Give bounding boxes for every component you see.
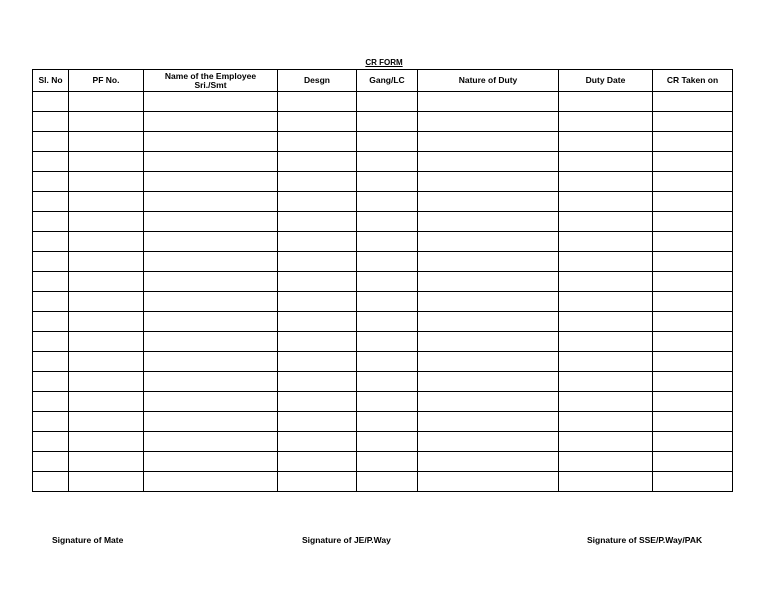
table-cell[interactable] [559, 332, 653, 352]
table-cell[interactable] [278, 192, 357, 212]
table-cell[interactable] [653, 472, 733, 492]
table-cell[interactable] [357, 392, 418, 412]
table-cell[interactable] [559, 392, 653, 412]
table-cell[interactable] [144, 432, 278, 452]
table-cell[interactable] [418, 112, 559, 132]
table-cell[interactable] [144, 272, 278, 292]
table-cell[interactable] [653, 412, 733, 432]
table-cell[interactable] [278, 472, 357, 492]
table-cell[interactable] [144, 292, 278, 312]
table-cell[interactable] [653, 212, 733, 232]
table-row [33, 272, 733, 292]
table-cell[interactable] [144, 472, 278, 492]
table-cell[interactable] [278, 252, 357, 272]
table-cell[interactable] [559, 92, 653, 112]
table-cell[interactable] [357, 432, 418, 452]
table-cell[interactable] [418, 252, 559, 272]
table-row [33, 472, 733, 492]
table-cell[interactable] [559, 172, 653, 192]
table-cell[interactable] [278, 212, 357, 232]
table-cell[interactable] [653, 392, 733, 412]
table-cell[interactable] [653, 192, 733, 212]
table-cell[interactable] [278, 172, 357, 192]
table-cell[interactable] [69, 392, 144, 412]
table-cell[interactable] [33, 232, 69, 252]
table-row [33, 392, 733, 412]
form-title: CR FORM [365, 58, 403, 67]
table-cell[interactable] [418, 152, 559, 172]
table-cell[interactable] [357, 292, 418, 312]
table-cell[interactable] [144, 112, 278, 132]
table-cell[interactable] [33, 192, 69, 212]
table-cell[interactable] [653, 92, 733, 112]
table-cell[interactable] [33, 112, 69, 132]
table-cell[interactable] [357, 412, 418, 432]
table-cell[interactable] [278, 392, 357, 412]
table-cell[interactable] [69, 432, 144, 452]
table-cell[interactable] [418, 92, 559, 112]
signature-mate: Signature of Mate [52, 535, 124, 545]
table-cell[interactable] [559, 292, 653, 312]
table-row [33, 292, 733, 312]
table-cell[interactable] [357, 272, 418, 292]
table-cell[interactable] [69, 312, 144, 332]
table-cell[interactable] [278, 152, 357, 172]
table-cell[interactable] [278, 92, 357, 112]
table-cell[interactable] [69, 152, 144, 172]
table-row [33, 372, 733, 392]
column-header-nature-of-duty: Nature of Duty [418, 70, 559, 92]
table-cell[interactable] [559, 472, 653, 492]
table-cell[interactable] [69, 352, 144, 372]
table-cell[interactable] [653, 432, 733, 452]
table-cell[interactable] [559, 112, 653, 132]
table-cell[interactable] [69, 112, 144, 132]
table-cell[interactable] [144, 92, 278, 112]
table-cell[interactable] [418, 292, 559, 312]
table-cell[interactable] [278, 272, 357, 292]
table-cell[interactable] [418, 472, 559, 492]
table-cell[interactable] [418, 392, 559, 412]
table-cell[interactable] [357, 312, 418, 332]
table-cell[interactable] [144, 332, 278, 352]
table-cell[interactable] [144, 252, 278, 272]
table-cell[interactable] [357, 112, 418, 132]
table-cell[interactable] [69, 292, 144, 312]
table-cell[interactable] [69, 272, 144, 292]
column-header-duty-date: Duty Date [559, 70, 653, 92]
table-cell[interactable] [33, 452, 69, 472]
table-cell[interactable] [69, 452, 144, 472]
table-cell[interactable] [357, 132, 418, 152]
table-cell[interactable] [559, 372, 653, 392]
table-cell[interactable] [653, 352, 733, 372]
table-cell[interactable] [559, 152, 653, 172]
table-cell[interactable] [653, 452, 733, 472]
table-cell[interactable] [69, 132, 144, 152]
table-cell[interactable] [418, 332, 559, 352]
signature-sse-pway-pak: Signature of SSE/P.Way/PAK [587, 535, 703, 545]
table-cell[interactable] [357, 212, 418, 232]
table-cell[interactable] [144, 212, 278, 232]
table-row [33, 172, 733, 192]
table-cell[interactable] [69, 232, 144, 252]
table-cell[interactable] [559, 412, 653, 432]
table-cell[interactable] [418, 172, 559, 192]
table-cell[interactable] [653, 232, 733, 252]
table-cell[interactable] [69, 372, 144, 392]
table-cell[interactable] [357, 472, 418, 492]
table-cell[interactable] [418, 412, 559, 432]
table-row [33, 192, 733, 212]
table-cell[interactable] [418, 232, 559, 252]
table-row [33, 132, 733, 152]
table-cell[interactable] [559, 452, 653, 472]
signature-je-pway: Signature of JE/P.Way [302, 535, 391, 545]
table-cell[interactable] [33, 132, 69, 152]
table-cell[interactable] [278, 432, 357, 452]
table-cell[interactable] [357, 192, 418, 212]
table-cell[interactable] [559, 432, 653, 452]
table-cell[interactable] [278, 132, 357, 152]
table-row [33, 212, 733, 232]
table-cell[interactable] [653, 292, 733, 312]
table-cell[interactable] [69, 412, 144, 432]
table-cell[interactable] [357, 92, 418, 112]
table-cell[interactable] [653, 252, 733, 272]
table-cell[interactable] [69, 92, 144, 112]
table-cell[interactable] [559, 312, 653, 332]
table-cell[interactable] [144, 192, 278, 212]
table-row [33, 252, 733, 272]
table-cell[interactable] [144, 392, 278, 412]
table-header-row [33, 70, 733, 92]
table-cell[interactable] [418, 352, 559, 372]
table-cell[interactable] [278, 312, 357, 332]
column-header-employee-name [144, 70, 278, 92]
table-cell[interactable] [33, 312, 69, 332]
table-cell[interactable] [559, 212, 653, 232]
table-cell[interactable] [69, 212, 144, 232]
table-row [33, 152, 733, 172]
table-cell[interactable] [653, 312, 733, 332]
table-cell[interactable] [69, 252, 144, 272]
table-cell[interactable] [69, 192, 144, 212]
table-cell[interactable] [559, 352, 653, 372]
cr-form-table [32, 69, 733, 492]
table-row [33, 412, 733, 432]
table-cell[interactable] [357, 152, 418, 172]
column-header-designation: Desgn [278, 70, 357, 92]
table-cell[interactable] [559, 252, 653, 272]
table-body [33, 92, 733, 492]
table-cell[interactable] [418, 452, 559, 472]
table-cell[interactable] [278, 292, 357, 312]
table-cell[interactable] [559, 132, 653, 152]
table-cell[interactable] [33, 472, 69, 492]
table-cell[interactable] [559, 232, 653, 252]
table-cell[interactable] [144, 232, 278, 252]
table-cell[interactable] [69, 472, 144, 492]
table-cell[interactable] [653, 132, 733, 152]
table-cell[interactable] [144, 312, 278, 332]
table-cell[interactable] [278, 452, 357, 472]
table-cell[interactable] [144, 352, 278, 372]
table-cell[interactable] [418, 192, 559, 212]
table-cell[interactable] [144, 172, 278, 192]
table-cell[interactable] [33, 252, 69, 272]
table-cell[interactable] [33, 152, 69, 172]
table-cell[interactable] [33, 352, 69, 372]
table-cell[interactable] [278, 412, 357, 432]
column-header-gang-lc: Gang/LC [357, 70, 418, 92]
table-cell[interactable] [33, 372, 69, 392]
table-cell[interactable] [418, 212, 559, 232]
column-header-sl-no: Sl. No [33, 70, 69, 92]
table-cell[interactable] [559, 192, 653, 212]
table-cell[interactable] [33, 92, 69, 112]
table-cell[interactable] [33, 332, 69, 352]
table-row [33, 112, 733, 132]
table-cell[interactable] [418, 312, 559, 332]
table-cell[interactable] [144, 152, 278, 172]
table-cell[interactable] [69, 172, 144, 192]
table-cell[interactable] [144, 452, 278, 472]
table-cell[interactable] [144, 412, 278, 432]
table-cell[interactable] [357, 452, 418, 472]
table-cell[interactable] [278, 352, 357, 372]
column-header-employee-name-text: Name of the Employee Sri./Smt [164, 70, 257, 90]
table-cell[interactable] [33, 272, 69, 292]
table-cell[interactable] [357, 332, 418, 352]
table-cell[interactable] [418, 272, 559, 292]
table-cell[interactable] [144, 132, 278, 152]
table-row [33, 312, 733, 332]
table-row [33, 432, 733, 452]
table-cell[interactable] [357, 232, 418, 252]
table-cell[interactable] [653, 272, 733, 292]
table-row [33, 232, 733, 252]
table-cell[interactable] [278, 332, 357, 352]
table-cell[interactable] [33, 432, 69, 452]
table-cell[interactable] [357, 372, 418, 392]
table-cell[interactable] [144, 372, 278, 392]
table-cell[interactable] [653, 112, 733, 132]
table-cell[interactable] [33, 412, 69, 432]
table-cell[interactable] [357, 172, 418, 192]
table-row [33, 452, 733, 472]
table-cell[interactable] [418, 432, 559, 452]
table-cell[interactable] [33, 172, 69, 192]
table-cell[interactable] [278, 232, 357, 252]
table-cell[interactable] [418, 132, 559, 152]
table-cell[interactable] [33, 292, 69, 312]
table-row [33, 332, 733, 352]
table-cell[interactable] [653, 172, 733, 192]
table-cell[interactable] [69, 332, 144, 352]
table-cell[interactable] [357, 352, 418, 372]
table-row [33, 352, 733, 372]
table-cell[interactable] [653, 372, 733, 392]
table-cell[interactable] [418, 372, 559, 392]
table-row [33, 92, 733, 112]
table-cell[interactable] [357, 252, 418, 272]
table-cell[interactable] [653, 332, 733, 352]
column-header-pf-no: PF No. [69, 70, 144, 92]
column-header-cr-taken-on: CR Taken on [653, 70, 733, 92]
table-cell[interactable] [559, 272, 653, 292]
table-cell[interactable] [278, 112, 357, 132]
table-cell[interactable] [33, 392, 69, 412]
table-cell[interactable] [33, 212, 69, 232]
table-cell[interactable] [653, 152, 733, 172]
table-cell[interactable] [278, 372, 357, 392]
